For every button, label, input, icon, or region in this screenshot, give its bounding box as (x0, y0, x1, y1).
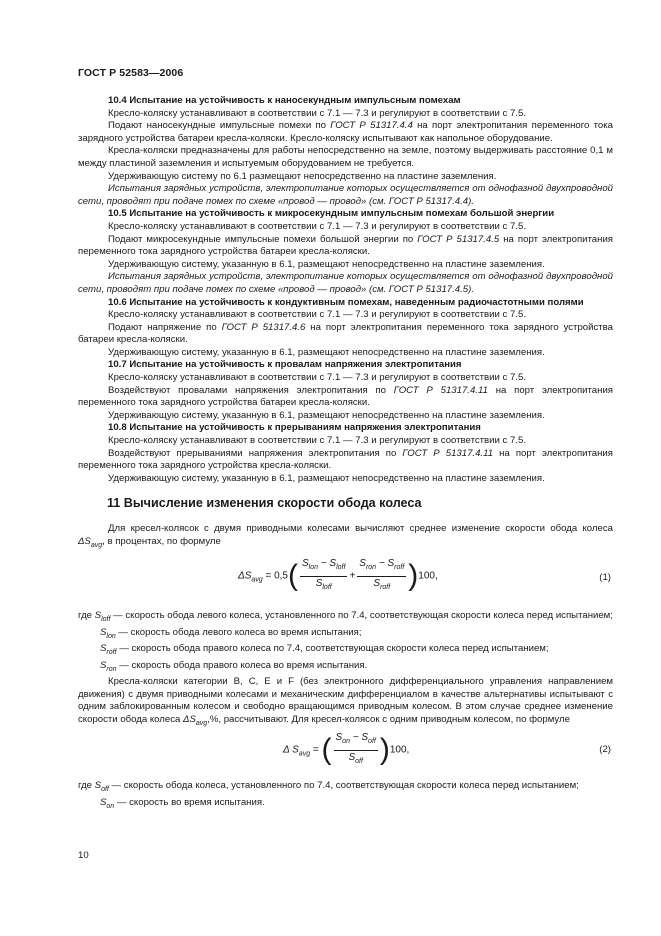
paragraph: Кресла-коляски категории B, C, E и F (без электронного дифференциального управления направлением движения) с двумя приводными колесами и механическим дифференциалом в качестве альтернативы испытывают с одним заблокированным колесом и свободно вращающимся приводным колесом. В этом случае среднее изменение скорости обода колеса $\Delta S_{avg},\%$, рассчитывают. Для кресел-колясок с одним приводным колесом, по формуле (78, 676, 613, 727)
paragraph: Воздействуют провалами напряжения электропитания по ГОСТ Р 51317.4.11 на порт электропитания переменного тока зарядного устройства батареи кресла-коляски. (78, 384, 613, 409)
standard-reference: ГОСТ Р 51317.4.11 (393, 384, 488, 396)
paragraph: Удерживающую систему, указанную в 6.1, размещают непосредственно на пластине заземления. (108, 409, 545, 421)
section-10-8-title: 10.8 Испытание на устойчивость к прерываниям напряжения электропитания (108, 422, 481, 434)
where-item: где $S_{loff}$ — скорость обода левого колеса, установленного по 7.4, соответствующая скорости колеса перед испытанием; (78, 610, 613, 623)
page-number: 10 (78, 850, 89, 861)
section-10-7-title: 10.7 Испытание на устойчивость к провалам напряжения электропитания (108, 359, 462, 371)
section-11-title: 11 Вычисление изменения скорости обода колеса (107, 496, 422, 511)
where-item: $S_{roff}$ — скорость обода правого колеса по 7.4, соответствующая скорости колеса перед испытанием; (100, 643, 549, 656)
paragraph: Кресло-коляску устанавливают в соответствии с 7.1 — 7.3 и регулируют в соответствии с 7.5. (108, 309, 526, 321)
section-10-6-title: 10.6 Испытание на устойчивость к кондуктивным помехам, наведенным радиочастотными полями (108, 296, 584, 308)
standard-reference: ГОСТ Р 51317.4.4 (330, 120, 413, 132)
paragraph: Кресло-коляску устанавливают в соответствии с 7.1 — 7.3 и регулируют в соответствии с 7.5. (108, 435, 526, 447)
section-10-4-title: 10.4 Испытание на устойчивость к наносекундным импульсным помехам (108, 95, 461, 106)
paragraph: Подают напряжение по ГОСТ Р 51317.4.6 на порт электропитания переменного тока зарядного устройства батареи кресла-коляски. (78, 321, 613, 346)
fraction: $\frac{S_{lon} - S_{loff}}{S_{loff}}$ (302, 558, 346, 591)
paragraph: Удерживающую систему, указанную в 6.1, размещают непосредственно на пластине заземления. (108, 472, 545, 484)
where-item: $S_{lon}$ — скорость обода левого колеса во время испытания; (100, 626, 362, 640)
paragraph: Для кресел-колясок с двумя приводными колесами вычисляют среднее изменение скорости обода колеса $\Delta S_{avg}$, в процентах, по формуле (78, 523, 613, 549)
italic-note: Испытания зарядных устройств, электропитание которых осуществляется от однофазной двухпроводной сети, проводят при подаче помех по схеме «провод — провод» (см. ГОСТ Р 51317.4.5). (78, 271, 613, 295)
paragraph: Кресла-коляски предназначены для работы непосредственно на земле, поэтому выдерживать расстояние 0,1 м между пластиной заземления и испытуемым оборудованием не требуется. (78, 145, 613, 169)
fraction: $\frac{S_{ron} - S_{roff}}{S_{roff}}$ (359, 558, 405, 591)
where-item: где $S_{off}$ — скорость обода колеса, установленного по 7.4, соответствующая скорости колеса перед испытанием; (78, 780, 579, 794)
fraction: $\frac{S_{on} - S_{off}}{S_{off}}$ (335, 732, 376, 765)
standard-reference: ГОСТ Р 51317.4.11 (402, 447, 494, 459)
paragraph: Подают микросекундные импульсные помехи большой энергии по ГОСТ Р 51317.4.5 на порт электропитания переменного тока зарядного устройства батареи кресла-коляски. (78, 233, 614, 258)
formula-1: $\Delta S_{avg} = 0,5$( $\frac{S_{lon} - S_{loff}}{S_{loff}}$ + $\frac{S_{ron} - S_{roff}}{S_{roff}}$ )100, (1) (78, 558, 613, 606)
document-body (78, 95, 613, 813)
formula-number: (2) (599, 744, 611, 756)
paragraph: Воздействуют прерываниями напряжения электропитания по ГОСТ Р 51317.4.11 на порт электропитания переменного тока зарядного устройства кресла-коляски. (78, 447, 613, 472)
section-10-5-title: 10.5 Испытание на устойчивость к микросекундным импульсным помехам большой энергии (108, 208, 555, 220)
italic-note: Испытания зарядных устройств, электропитание которых осуществляется от однофазной двухпроводной сети, проводят при подаче помех по схеме «провод — провод» (см. ГОСТ Р 51317.4.4). (78, 183, 613, 207)
paragraph: Удерживающую систему, указанную в 6.1, размещают непосредственно на пластине заземления. (108, 346, 545, 358)
paragraph: Кресло-коляску устанавливают в соответствии с 7.1 — 7.3 и регулируют в соответствии с 7.5. (108, 220, 526, 232)
paragraph: Кресло-коляску устанавливают в соответствии с 7.1 — 7.3 и регулируют в соответствии с 7.5. (108, 107, 526, 119)
paragraph: Удерживающую систему, указанную в 6.1, размещают непосредственно на пластине заземления. (108, 258, 545, 270)
where-item: $S_{on}$ — скорость во время испытания. (100, 796, 265, 810)
where-item: $S_{ron}$ — скорость обода правого колеса во время испытания. (100, 659, 368, 673)
standard-reference: ГОСТ Р 51317.4.6 (221, 321, 306, 333)
paragraph: Кресло-коляску устанавливают в соответствии с 7.1 — 7.3 и регулируют в соответствии с 7.5. (108, 372, 526, 384)
paragraph: Удерживающую систему по 6.1 размещают непосредственно на пластине заземления. (108, 170, 497, 182)
document-header: ГОСТ Р 52583—2006 (78, 67, 184, 79)
formula-2: Δ $S_{avg}$ = ( $\frac{S_{on} - S_{off}}{S_{off}}$ )100, (2) (78, 732, 613, 776)
standard-reference: ГОСТ Р 51317.4.5 (417, 233, 500, 245)
paragraph: Подают наносекундные импульсные помехи по ГОСТ Р 51317.4.4 на порт электропитания переменного тока зарядного устройства батареи кресла-коляски. Кресло-коляску испытывают как напольное оборудование. (78, 120, 613, 144)
formula-number: (1) (599, 572, 611, 584)
